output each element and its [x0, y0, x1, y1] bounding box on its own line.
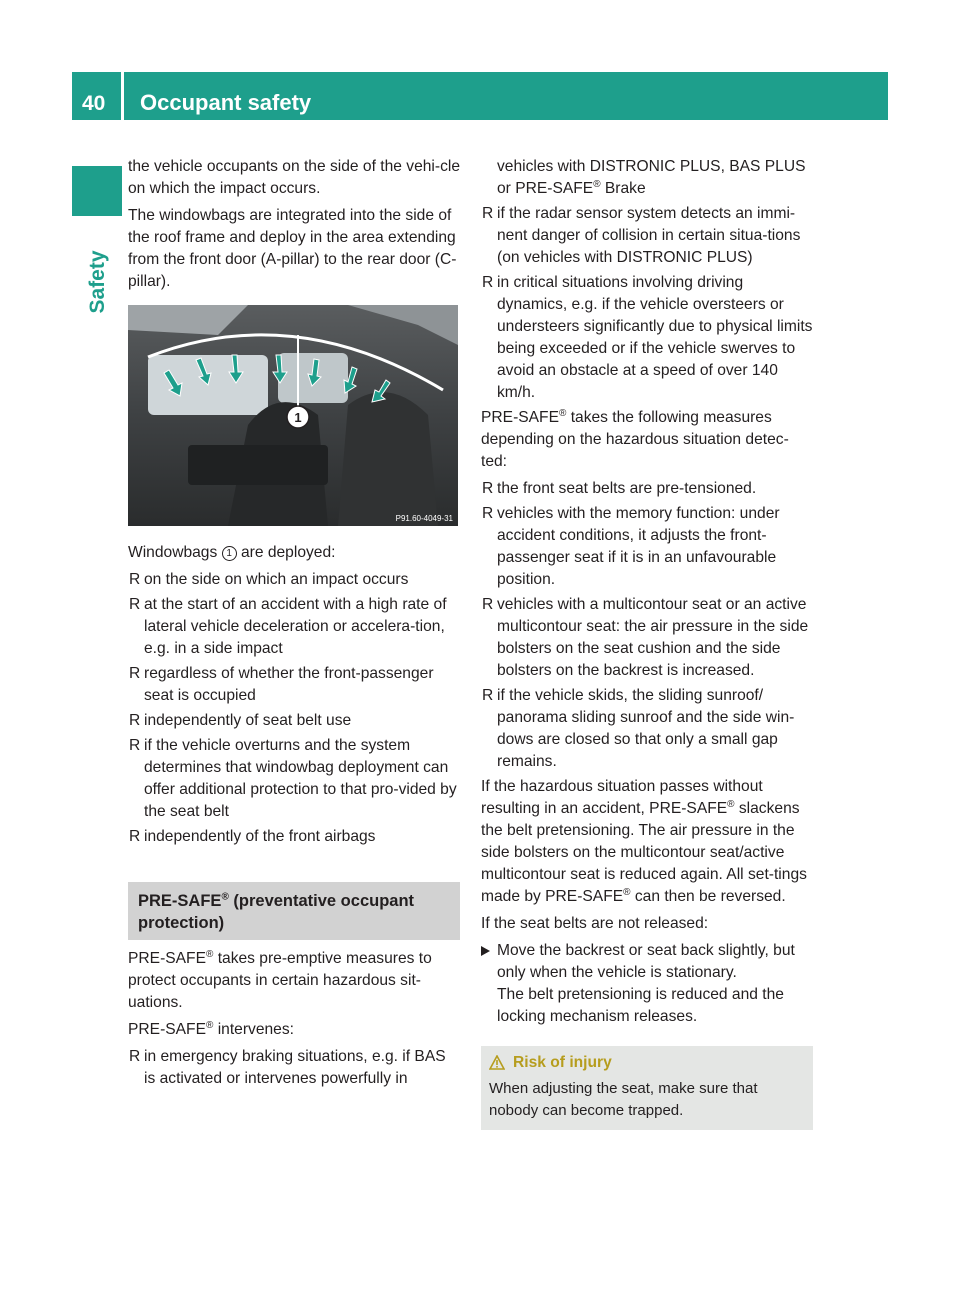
paragraph: PRE-SAFE® takes the following measures depending on the hazardous situation detec-ted: — [481, 407, 789, 470]
list-item: R the front seat belts are pre-tensioned. — [482, 480, 757, 497]
callout-marker: 1 — [222, 546, 237, 561]
paragraph: If the seat belts are not released: — [481, 915, 709, 932]
warning-text: When adjusting the seat, make sure that nobody can become trapped. — [489, 1080, 758, 1119]
windowbag-figure — [128, 305, 458, 526]
action-result: The belt pretensioning is reduced and the locking mechanism releases. — [497, 986, 784, 1025]
paragraph: The windowbags are integrated into the side of the roof frame and deploy in the area extending from the front door (A-pillar) to the rear door (C-pillar). — [128, 207, 457, 290]
paragraph: PRE-SAFE® intervenes: — [128, 1019, 294, 1038]
list-item-continued: vehicles with DISTRONIC PLUS, BAS PLUS or PRE-SAFE® Brake — [497, 158, 806, 197]
list-item: R in critical situations involving driving dynamics, e.g. if the vehicle oversteers or understeers significantly due to physical limits being exceeded or if the vehicle swerves to avoid an obstacle at a speed of over 140 km/h. — [482, 274, 813, 401]
list-item: R if the radar sensor system detects an immi-nent danger of collision in certain situa-tions (on vehicles with DISTRONIC PLUS) — [482, 205, 801, 266]
list-item: R regardless of whether the front-passenger seat is occupied — [129, 665, 434, 704]
paragraph: PRE-SAFE® takes pre-emptive measures to protect occupants in certain hazardous sit-uations. — [128, 948, 432, 1011]
page-title: Occupant safety — [140, 90, 312, 115]
list-item: R independently of the front airbags — [129, 828, 376, 845]
list-item: R independently of seat belt use — [129, 712, 352, 729]
sidebar-label: Safety — [86, 250, 109, 314]
arrow-icon — [481, 946, 490, 956]
action-step: Move the backrest or seat back slightly, but only when the vehicle is stationary. The belt pretensioning is reduced and the locking mechanism releases. — [481, 940, 813, 1028]
warning-triangle-icon — [489, 1055, 505, 1070]
warning-title: Risk of injury — [489, 1052, 805, 1074]
windowbag-illustration — [128, 305, 458, 526]
paragraph: the vehicle occupants on the side of the vehi-cle on which the impact occurs. — [128, 158, 461, 197]
page-number: 40 — [82, 92, 106, 115]
left-column — [128, 156, 460, 1093]
section-marker — [72, 166, 122, 216]
list-item: R at the start of an accident with a high rate of lateral vehicle deceleration or accelera-tion, e.g. in a side impact — [129, 596, 447, 657]
list-item: R on the side on which an impact occurs — [129, 571, 409, 588]
sidebar-tab — [86, 222, 110, 342]
paragraph: If the hazardous situation passes without resulting in an accident, PRE-SAFE® slackens the belt pretensioning. The air pressure in the side bolsters on the multicontour seat/active multicontour seat is reduced again. All set-tings made by PRE-SAFE® can then be reversed. — [481, 778, 807, 905]
list-item: R vehicles with a multicontour seat or an active multicontour seat: the air pressure in the side bolsters on the seat cushion and the side bolsters on the backrest is increased. — [482, 596, 809, 679]
figure-callout: 1 — [294, 410, 302, 425]
list-item: R if the vehicle overturns and the system determines that windowbag deployment can offer additional protection to that pro-vided by the seat belt — [129, 737, 457, 820]
warning-box — [481, 1046, 813, 1130]
right-column — [481, 156, 813, 1130]
list-item: R in emergency braking situations, e.g. if BAS is activated or intervenes powerfully in — [129, 1048, 446, 1087]
figure-code: P91.60-4049-31 — [395, 514, 453, 523]
list-item: R if the vehicle skids, the sliding sunroof/ panorama sliding sunroof and the side win-dows are closed so that only a small gap remains. — [482, 687, 795, 770]
list-item: R vehicles with the memory function: under accident conditions, it adjusts the front-passenger seat if it is in an unfavourable position. — [482, 505, 780, 588]
section-heading: PRE-SAFE® (preventative occupant protection) — [128, 882, 460, 940]
deploy-intro: Windowbags 1 are deployed: — [128, 544, 336, 561]
